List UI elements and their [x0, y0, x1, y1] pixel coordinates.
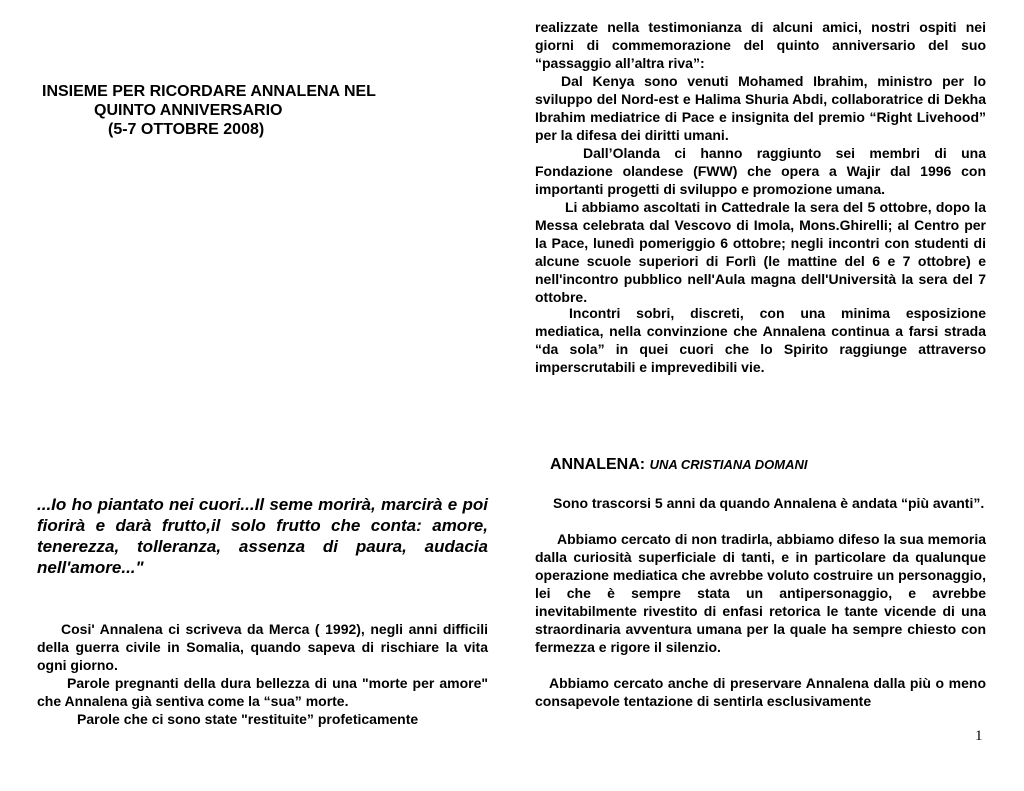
page-number: 1: [975, 728, 983, 744]
right-paragraph-4: Li abbiamo ascoltati in Cattedrale la sera del 5 ottobre, dopo la Messa celebrata dal Vescovo di Imola, Mons.Ghirelli; al Centro per la Pace, lunedì pomeriggio 6 ottobre; negli incontri con studenti di alcune scuole superiori di Forlì (le mattine del 6 e 7 ottobre) e nell'incontro pubblico nell'Aula magna dell'Università la sera del 7 ottobre.: [535, 199, 986, 305]
right-paragraph-7: Abbiamo cercato di non tradirla, abbiamo difeso la sua memoria dalla curiosità superficiale di tanti, e in particolare da qualunque operazione mediatica che avrebbe voluto costruire un personaggio, lei che è sempre stata un antipersonaggio, e avrebbe inevitabilmente rivestito di enfasi retorica le tante vicende di una straordinaria avventura umana per la quale ha sempre chiesto con fermezza e rigore il silenzio.: [535, 531, 986, 655]
section-heading-main: ANNALENA:: [550, 456, 646, 473]
left-paragraph-2: Parole pregnanti della dura bellezza di una "morte per amore" che Annalena già sentiva come la “sua” morte.: [37, 675, 488, 709]
page-title: [42, 82, 462, 139]
right-paragraph-3: Dall’Olanda ci hanno raggiunto sei membri di una Fondazione olandese (FWW) che opera a Wajir dal 1996 con importanti progetti di sviluppo e promozione umana.: [535, 145, 986, 197]
right-paragraph-5: Incontri sobri, discreti, con una minima esposizione mediatica, nella convinzione che Annalena continua a farsi strada “da sola” in quei cuori che lo Spirito raggiunge attraverso imperscrutabili e imprevedibili vie.: [535, 305, 986, 375]
section-heading: [550, 456, 807, 474]
left-paragraph-3: Parole che ci sono state "restituite” profeticamente: [77, 711, 419, 727]
annalena-quote: ...Io ho piantato nei cuori...Il seme morirà, marcirà e poi fiorirà e darà frutto,il solo frutto che conta: amore, tenerezza, tolleranza, assenza di paura, audacia nell'amore...": [37, 495, 488, 577]
right-paragraph-8: Abbiamo cercato anche di preservare Annalena dalla più o meno consapevole tentazione di sentirla esclusivamente: [535, 675, 986, 709]
title-line-2: QUINTO ANNIVERSARIO: [94, 102, 283, 119]
section-heading-sub: UNA CRISTIANA DOMANI: [649, 457, 808, 472]
right-paragraph-6: Sono trascorsi 5 anni da quando Annalena è andata “più avanti”.: [553, 495, 985, 511]
right-paragraph-1: realizzate nella testimonianza di alcuni amici, nostri ospiti nei giorni di commemorazione del quinto anniversario del suo “passaggio all’altra riva”:: [535, 19, 986, 71]
title-line-1: INSIEME PER RICORDARE ANNALENA NEL: [42, 83, 376, 100]
left-paragraph-1: Cosi' Annalena ci scriveva da Merca ( 1992), negli anni difficili della guerra civile in Somalia, quando sapeva di rischiare la vita ogni giorno.: [37, 621, 488, 673]
right-paragraph-2: Dal Kenya sono venuti Mohamed Ibrahim, ministro per lo sviluppo del Nord-est e Halima Shuria Abdi, collaboratrice di Dekha Ibrahim mediatrice di Pace e insignita del premio “Right Livehood” per la difesa dei diritti umani.: [535, 73, 986, 143]
title-line-3: (5-7 OTTOBRE 2008): [108, 121, 265, 138]
